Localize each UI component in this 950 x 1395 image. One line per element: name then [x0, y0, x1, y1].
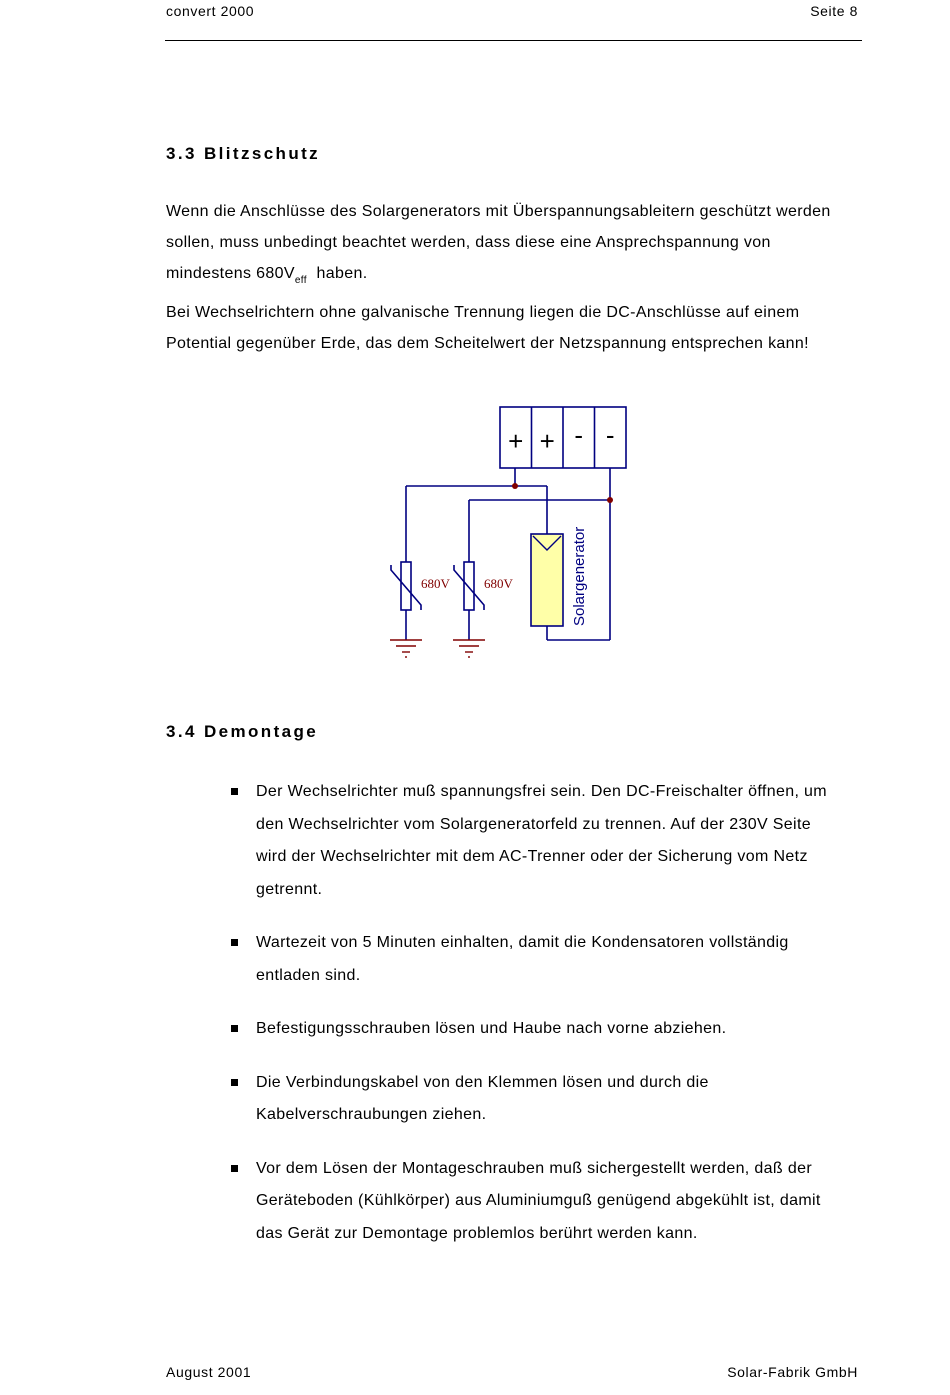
list-item [226, 1153, 866, 1251]
terminal-block [500, 407, 626, 468]
bullet-square-icon [231, 788, 238, 795]
header-divider [165, 40, 862, 41]
junction-dot [512, 483, 518, 489]
terminal-label-minus-2: - [605, 420, 615, 450]
terminal-label-minus-1: - [574, 420, 584, 450]
footer-date: August 2001 [166, 1364, 252, 1380]
junction-dot [607, 497, 613, 503]
varistor-2-label: 680V [484, 576, 513, 591]
text-line: Vor dem Lösen der Montageschrauben muß sichergestellt werden, daß der [256, 1159, 812, 1177]
lightning-protection-diagram [380, 400, 640, 670]
text-line: wird der Wechselrichter mit dem AC-Trenner oder der Sicherung vom Netz [256, 848, 808, 865]
bullet-square-icon [231, 1165, 238, 1172]
text-line: getrennt. [256, 880, 323, 898]
varistor-1-label: 680V [421, 576, 450, 591]
text-line: das Gerät zur Demontage problemlos berührt werden kann. [256, 1224, 698, 1242]
text-line: Wartezeit von 5 Minuten einhalten, damit die Kondensatoren vollständig [256, 934, 789, 951]
subscript-eff: eff [294, 275, 307, 286]
list-item [226, 927, 866, 992]
section-heading-blitzschutz: 3.3 Blitzschutz [166, 144, 321, 163]
solar-generator [531, 527, 588, 626]
header-document-title: convert 2000 [166, 3, 255, 19]
list-item [226, 776, 866, 906]
text-line: Geräteboden (Kühlkörper) aus Aluminiumguß genügend abgekühlt ist, damit [256, 1192, 821, 1209]
text-fragment: haben. [316, 265, 368, 282]
ground-symbol-2 [453, 640, 485, 657]
bullet-square-icon [231, 1079, 238, 1086]
demontage-steps-list [226, 776, 866, 1271]
list-item [226, 1013, 866, 1046]
section-heading-demontage: 3.4 Demontage [166, 722, 319, 741]
paragraph-blitzschutz-1 [166, 196, 866, 296]
text-line: den Wechselrichter vom Solargeneratorfeld zu trennen. Auf der 230V Seite [256, 815, 811, 833]
text-line: Potential gegenüber Erde, das dem Scheitelwert der Netzspannung entsprechen kann! [166, 335, 809, 352]
ground-symbol-1 [390, 640, 422, 657]
header-page-number: Seite 8 [810, 3, 858, 19]
text-fragment: mindestens 680V [166, 265, 295, 282]
paragraph-blitzschutz-2 [166, 297, 866, 359]
varistor-body [464, 562, 474, 610]
text-line: entladen sind. [256, 966, 361, 984]
list-item [226, 1067, 866, 1132]
solar-generator-body [531, 534, 563, 626]
text-line: sollen, muss unbedingt beachtet werden, dass diese eine Ansprechspannung von [166, 234, 771, 251]
terminal-label-plus-1: + [508, 426, 524, 456]
text-line: Die Verbindungskabel von den Klemmen lösen und durch die [256, 1073, 709, 1091]
terminal-label-plus-2: + [539, 426, 555, 456]
text-line: Wenn die Anschlüsse des Solargenerators mit Überspannungsableitern geschützt werden [166, 203, 831, 220]
text-line [166, 258, 866, 296]
bullet-square-icon [231, 1025, 238, 1032]
text-line: Befestigungsschrauben lösen und Haube nach vorne abziehen. [256, 1020, 727, 1037]
solar-generator-label: Solargenerator [571, 526, 588, 626]
footer-company: Solar-Fabrik GmbH [727, 1364, 858, 1380]
varistor-2 [454, 562, 514, 610]
text-line: Kabelverschraubungen ziehen. [256, 1106, 487, 1123]
text-line: Der Wechselrichter muß spannungsfrei sein. Den DC-Freischalter öffnen, um [256, 783, 827, 800]
bullet-square-icon [231, 939, 238, 946]
varistor-1 [391, 562, 451, 610]
text-line: Bei Wechselrichtern ohne galvanische Trennung liegen die DC-Anschlüsse auf einem [166, 304, 800, 321]
varistor-body [401, 562, 411, 610]
